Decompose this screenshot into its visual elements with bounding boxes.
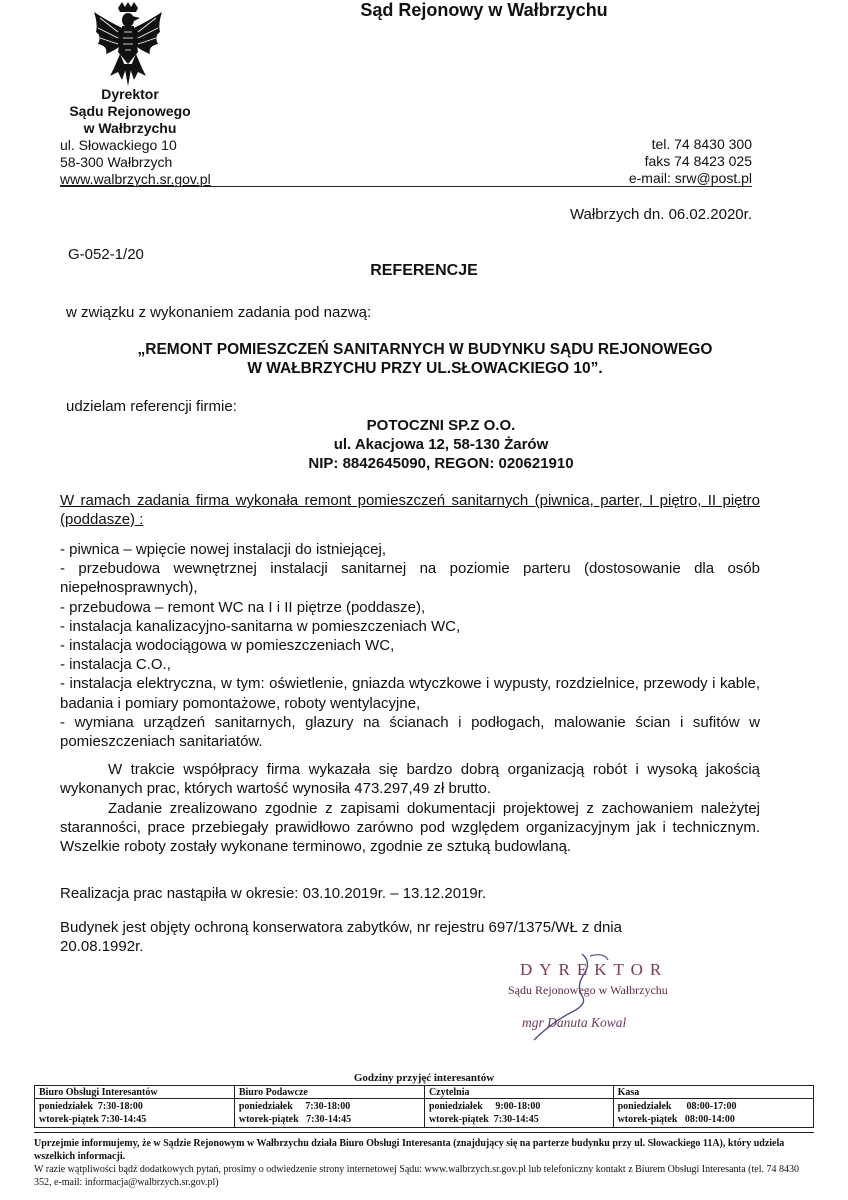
document-title: REFERENCJE [370, 262, 478, 279]
office-hours-title: Godziny przyjęć interesantów [353, 1072, 495, 1084]
hours-column-header: Kasa [613, 1086, 813, 1099]
hours-column-header: Czytelnia [424, 1086, 613, 1099]
execution-paragraph: Zadanie zrealizowano zgodnie z zapisami dokumentacji projektowej z zachowaniem należytej staranności, prace przebiegały prawidłowo zarówno pod względem organizacyjnym jak i technicznym. Wszelkie roboty zostały wykonane terminowo, zgodnie ze sztuką budowlaną. [60, 800, 760, 855]
website-link[interactable]: www.walbrzych.sr.gov.pl [60, 171, 211, 187]
hours-row: poniedziałek 9:00-18:00 [428, 1101, 541, 1112]
signatory-name: mgr Danuta Kowal [522, 1015, 627, 1030]
hours-cell [35, 1099, 235, 1128]
court-address [60, 137, 211, 188]
hours-row: wtorek-piątek 7:30-14:45 [428, 1114, 539, 1125]
fax-number: faks 74 8423 025 [644, 153, 752, 169]
hours-column-header: Biuro Podawcze [234, 1086, 424, 1099]
task-name-line: W WAŁBRZYCHU PRZY UL.SŁOWACKIEGO 10”. [247, 360, 603, 377]
director-heading [60, 86, 200, 137]
hours-row: poniedziałek 7:30-18:00 [238, 1101, 351, 1112]
director-line: Sądu Rejonowego [69, 103, 191, 119]
hours-cell [613, 1099, 813, 1128]
scope-item: - przebudowa wewnętrznej instalacji sanitarnej na poziomie parteru (dostosowanie dla osób niepełnosprawnych), [60, 560, 760, 597]
stamp-subtitle: Sądu Rejonowego w Wałbrzychu [508, 983, 668, 997]
company-tax-ids: NIP: 8842645090, REGON: 020621910 [308, 455, 574, 472]
scope-item: - instalacja wodociągowa w pomieszczeniach WC, [60, 637, 395, 655]
cooperation-paragraph: W trakcie współpracy firma wykazała się bardzo dobrą organizacją robót i wysoką jakością wykonanych prac, których wartość wynosiła 473.297,49 zł brutto. [60, 761, 760, 797]
hours-column-header: Biuro Obsługi Interesantów [35, 1086, 235, 1099]
company-address: ul. Akacjowa 12, 58-130 Żarów [333, 436, 549, 453]
document-date: Wałbrzych dn. 06.02.2020r. [569, 206, 752, 223]
realization-period: Realizacja prac nastąpiła w okresie: 03.10.2019r. – 13.12.2019r. [60, 885, 487, 902]
office-hours-table [34, 1085, 814, 1128]
stamp-title: DYREKTOR [520, 960, 669, 979]
footer-notice [34, 1132, 814, 1189]
scope-item: - piwnica – wpięcie nowej instalacji do istniejącej, [60, 541, 386, 558]
director-line: Dyrektor [101, 86, 159, 102]
company-block [0, 416, 848, 473]
hours-row: wtorek-piątek 08:00-14:00 [617, 1114, 735, 1125]
hours-row: poniedziałek 08:00-17:00 [617, 1101, 737, 1112]
polish-eagle-emblem [88, 2, 168, 86]
scope-item: - instalacja kanalizacyjno-sanitarna w pomieszczeniach WC, [60, 617, 461, 635]
court-contact [629, 136, 752, 187]
hours-cell [234, 1099, 424, 1128]
address-city: 58-300 Wałbrzych [60, 154, 173, 170]
court-name: Sąd Rejonowy w Wałbrzychu [360, 0, 608, 20]
address-street: ul. Słowackiego 10 [60, 137, 177, 153]
scope-item: - przebudowa – remont WC na I i II piętrze (poddasze), [60, 598, 426, 616]
scope-item: - instalacja C.O., [60, 656, 171, 674]
hours-row: poniedziałek 7:30-18:00 [39, 1101, 143, 1112]
scope-intro: W ramach zadania firma wykonała remont pomieszczeń sanitarnych (piwnica, parter, I piętro, II piętro (poddasze) : [60, 492, 760, 528]
footer-notice-bold: Uprzejmie informujemy, że w Sądzie Rejonowym w Wałbrzychu działa Biuro Obsługi Interesanta (znajdujący się na parterze budynku przy ul. Słowackiego 11A), który udziela wszelkich informacji. [34, 1138, 785, 1162]
hours-row: wtorek-piątek 7:30-14:45 [238, 1114, 352, 1125]
hours-row: wtorek-piątek 7:30-14:45 [39, 1114, 147, 1125]
reference-intro: udzielam referencji firmie: [66, 398, 237, 415]
task-name-line: „REMONT POMIESZCZEŃ SANITARNYCH W BUDYNKU SĄDU REJONOWEGO [137, 341, 713, 358]
header-divider [60, 186, 752, 187]
document-reference-number: G-052-1/20 [68, 246, 144, 263]
email-address[interactable]: e-mail: srw@post.pl [628, 170, 752, 186]
monument-protection-note: Budynek jest objęty ochroną konserwatora zabytków, nr rejestru 697/1375/WŁ z dnia 20.08.1992r. [60, 919, 622, 955]
hours-cell [424, 1099, 613, 1128]
company-name: POTOCZNI SP.Z O.O. [366, 417, 516, 434]
footer-notice-text: W razie wątpliwości bądź dodatkowych pytań, prosimy o odwiedzenie strony internetowej Sądu: www.walbrzych.sr.gov.pl lub telefoniczny kontakt z Biurem Obsługi Interesanta (tel. 74 8430 352, e-mail: informacja@walbrzych.sr.gov.pl) [34, 1164, 799, 1188]
scope-item: - wymiana urządzeń sanitarnych, glazury na ścianach i podłogach, malowanie ścian i sufitów w pomieszczeniach sanitariatów. [60, 713, 760, 751]
intro-text: w związku z wykonaniem zadania pod nazwą: [66, 304, 372, 321]
scope-item: - instalacja elektryczna, w tym: oświetlenie, gniazda wtyczkowe i wypusty, rozdzielnice, przewody i kable, badania i pomiary pomontażowe, roboty wentylacyjne, [60, 675, 760, 712]
scope-list [60, 540, 760, 751]
task-name [60, 340, 790, 378]
phone-number: tel. 74 8430 300 [651, 136, 752, 152]
director-line: w Wałbrzychu [83, 120, 177, 136]
